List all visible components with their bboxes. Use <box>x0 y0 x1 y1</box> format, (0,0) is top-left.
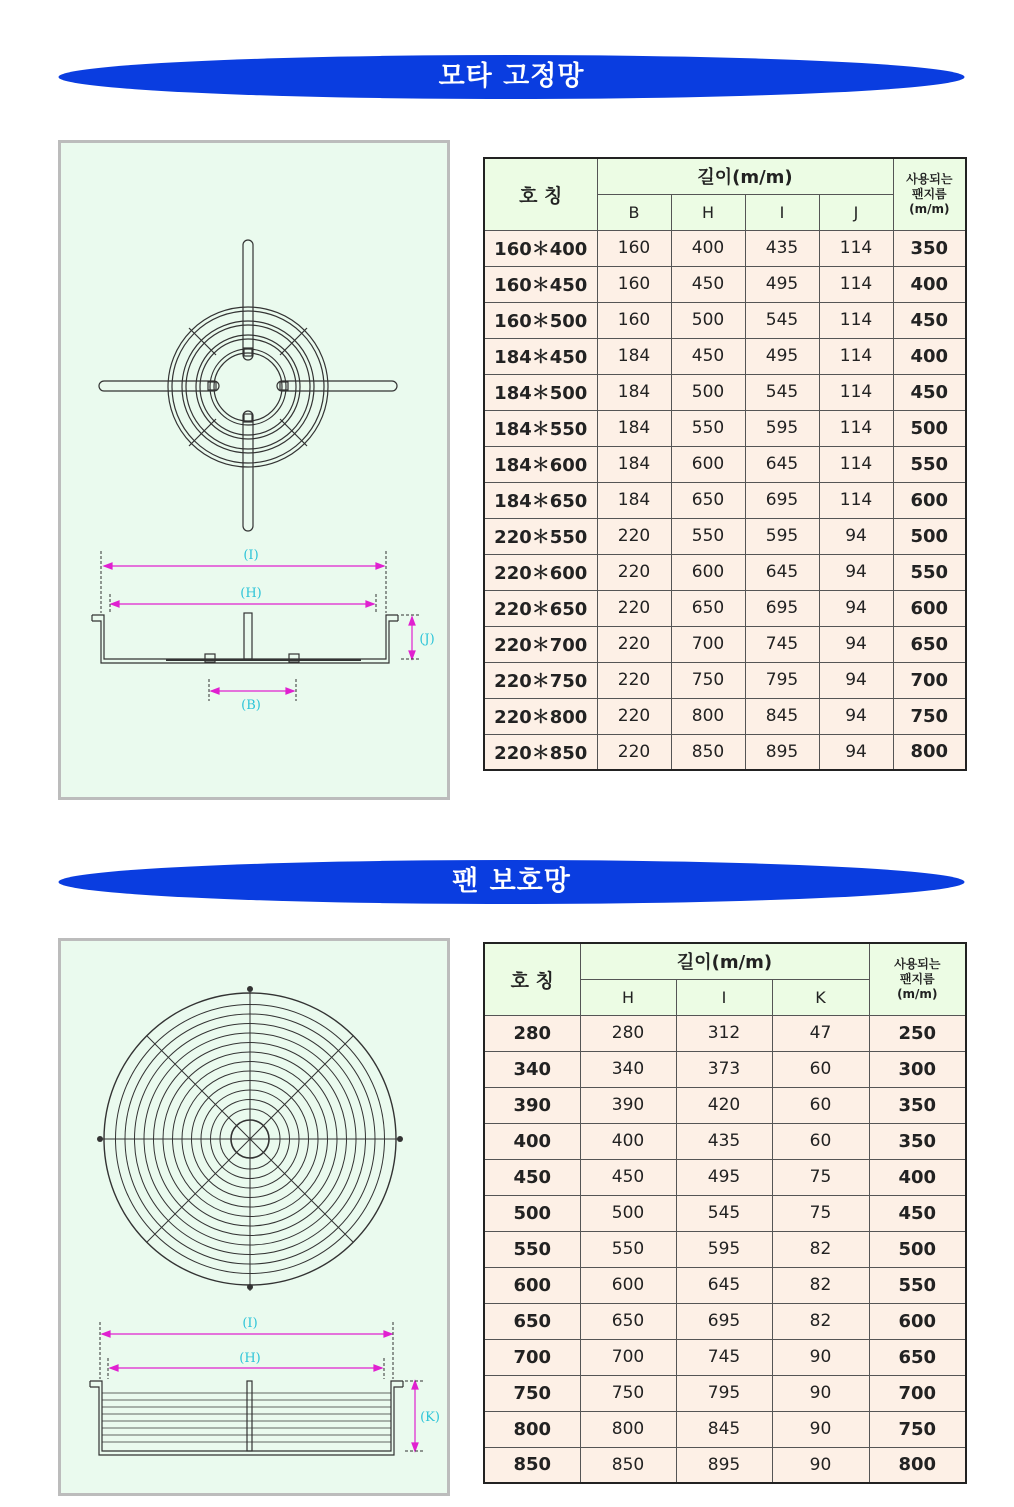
cell-blade: 450 <box>893 302 966 338</box>
cell-value: 450 <box>671 338 745 374</box>
cell-blade: 550 <box>893 554 966 590</box>
cell-value: 895 <box>676 1447 772 1483</box>
cell-value: 82 <box>772 1267 869 1303</box>
cell-value: 220 <box>597 590 671 626</box>
cell-blade: 350 <box>869 1123 966 1159</box>
cell-name: 340 <box>484 1051 580 1087</box>
cell-blade: 550 <box>893 446 966 482</box>
cell-value: 75 <box>772 1195 869 1231</box>
cell-blade: 350 <box>869 1087 966 1123</box>
cell-blade: 500 <box>893 518 966 554</box>
header-length: 길이(m/m) <box>580 943 869 979</box>
cell-value: 850 <box>671 734 745 770</box>
cell-value: 220 <box>597 518 671 554</box>
header-col: H <box>671 194 745 230</box>
cell-value: 695 <box>676 1303 772 1339</box>
dim-label-h: (H) <box>239 1351 261 1366</box>
cell-name: 850 <box>484 1447 580 1483</box>
cell-name: 390 <box>484 1087 580 1123</box>
cell-value: 435 <box>745 230 819 266</box>
table-row <box>484 698 966 734</box>
cell-name: 220＊700 <box>484 626 597 662</box>
cell-value: 695 <box>745 482 819 518</box>
cell-blade: 600 <box>893 482 966 518</box>
table-row <box>484 1411 966 1447</box>
cell-value: 160 <box>597 302 671 338</box>
table-row <box>484 590 966 626</box>
cell-blade: 550 <box>869 1267 966 1303</box>
header-name: 호 칭 <box>484 158 597 230</box>
motor-mount-diagram-panel <box>58 140 450 800</box>
cell-name: 750 <box>484 1375 580 1411</box>
table-row <box>484 1123 966 1159</box>
cell-value: 750 <box>671 662 745 698</box>
cell-value: 500 <box>580 1195 676 1231</box>
cell-value: 545 <box>745 374 819 410</box>
cell-value: 650 <box>671 590 745 626</box>
table-row <box>484 1015 966 1051</box>
cell-value: 695 <box>745 590 819 626</box>
motor-mount-diagram <box>61 143 453 803</box>
cell-value: 745 <box>676 1339 772 1375</box>
cell-name: 184＊550 <box>484 410 597 446</box>
cell-blade: 400 <box>893 338 966 374</box>
cell-value: 82 <box>772 1303 869 1339</box>
cell-value: 160 <box>597 266 671 302</box>
cell-blade: 650 <box>893 626 966 662</box>
cell-blade: 750 <box>869 1411 966 1447</box>
table-row <box>484 1375 966 1411</box>
header-col: I <box>676 979 772 1015</box>
cell-value: 82 <box>772 1231 869 1267</box>
cell-value: 184 <box>597 446 671 482</box>
cell-name: 500 <box>484 1195 580 1231</box>
header-col: K <box>772 979 869 1015</box>
cell-name: 160＊500 <box>484 302 597 338</box>
cell-blade: 350 <box>893 230 966 266</box>
cell-name: 220＊850 <box>484 734 597 770</box>
cell-value: 895 <box>745 734 819 770</box>
cell-name: 280 <box>484 1015 580 1051</box>
cell-blade: 500 <box>869 1231 966 1267</box>
cell-name: 700 <box>484 1339 580 1375</box>
cell-value: 550 <box>580 1231 676 1267</box>
cell-blade: 250 <box>869 1015 966 1051</box>
cell-name: 160＊450 <box>484 266 597 302</box>
cell-value: 94 <box>819 554 893 590</box>
cell-value: 75 <box>772 1159 869 1195</box>
dim-label-h: (H) <box>240 586 262 601</box>
cell-value: 114 <box>819 338 893 374</box>
cell-value: 420 <box>676 1087 772 1123</box>
header-length: 길이(m/m) <box>597 158 893 194</box>
cell-value: 500 <box>671 302 745 338</box>
cell-value: 90 <box>772 1447 869 1483</box>
cell-value: 750 <box>580 1375 676 1411</box>
dim-label-k: (K) <box>420 1410 440 1425</box>
table-row <box>484 1087 966 1123</box>
header-col: H <box>580 979 676 1015</box>
cell-blade: 800 <box>893 734 966 770</box>
header-blade-line: (m/m) <box>909 201 950 216</box>
cell-value: 184 <box>597 338 671 374</box>
cell-blade: 600 <box>893 590 966 626</box>
section-title: 모타 고정망 <box>438 61 585 92</box>
cell-value: 60 <box>772 1123 869 1159</box>
cell-value: 60 <box>772 1087 869 1123</box>
cell-value: 114 <box>819 410 893 446</box>
cell-value: 745 <box>745 626 819 662</box>
fan-guard-diagram <box>61 941 453 1499</box>
table-row <box>484 554 966 590</box>
table-row <box>484 230 966 266</box>
table-row <box>484 482 966 518</box>
cell-value: 800 <box>671 698 745 734</box>
cell-value: 545 <box>676 1195 772 1231</box>
header-col: I <box>745 194 819 230</box>
cell-value: 495 <box>676 1159 772 1195</box>
fan-guard-spec-table <box>483 942 967 1484</box>
table-row <box>484 410 966 446</box>
header-name: 호 칭 <box>484 943 580 1015</box>
table-row <box>484 446 966 482</box>
header-blade-line: (m/m) <box>897 986 938 1001</box>
table-row <box>484 518 966 554</box>
cell-value: 450 <box>580 1159 676 1195</box>
cell-value: 184 <box>597 410 671 446</box>
cell-value: 390 <box>580 1087 676 1123</box>
cell-blade: 750 <box>893 698 966 734</box>
cell-value: 595 <box>676 1231 772 1267</box>
cell-value: 114 <box>819 302 893 338</box>
cell-value: 373 <box>676 1051 772 1087</box>
header-blade <box>869 943 966 1015</box>
cell-name: 184＊600 <box>484 446 597 482</box>
cell-name: 220＊800 <box>484 698 597 734</box>
cell-value: 114 <box>819 230 893 266</box>
table-row <box>484 1051 966 1087</box>
cell-value: 94 <box>819 590 893 626</box>
header-col: J <box>819 194 893 230</box>
cell-blade: 600 <box>869 1303 966 1339</box>
table-row <box>484 1339 966 1375</box>
cell-blade: 700 <box>893 662 966 698</box>
header-blade <box>893 158 966 230</box>
table-row <box>484 626 966 662</box>
dim-label-b: (B) <box>241 698 261 713</box>
cell-value: 90 <box>772 1339 869 1375</box>
cell-value: 845 <box>745 698 819 734</box>
cell-blade: 500 <box>893 410 966 446</box>
cell-value: 114 <box>819 482 893 518</box>
fan-guard-diagram-panel <box>58 938 450 1496</box>
cell-value: 550 <box>671 518 745 554</box>
cell-value: 184 <box>597 482 671 518</box>
cell-value: 400 <box>671 230 745 266</box>
table-row <box>484 1303 966 1339</box>
section-banner-fan-guard <box>58 859 965 905</box>
header-blade-line: 사용되는 <box>894 956 941 971</box>
cell-value: 94 <box>819 518 893 554</box>
cell-value: 160 <box>597 230 671 266</box>
cell-value: 280 <box>580 1015 676 1051</box>
cell-value: 600 <box>580 1267 676 1303</box>
cell-value: 845 <box>676 1411 772 1447</box>
cell-value: 645 <box>676 1267 772 1303</box>
cell-name: 160＊400 <box>484 230 597 266</box>
cell-blade: 700 <box>869 1375 966 1411</box>
cell-name: 184＊500 <box>484 374 597 410</box>
cell-name: 650 <box>484 1303 580 1339</box>
cell-value: 495 <box>745 338 819 374</box>
cell-blade: 650 <box>869 1339 966 1375</box>
cell-name: 184＊450 <box>484 338 597 374</box>
cell-value: 700 <box>580 1339 676 1375</box>
cell-value: 94 <box>819 626 893 662</box>
cell-value: 220 <box>597 626 671 662</box>
cell-blade: 300 <box>869 1051 966 1087</box>
cell-value: 595 <box>745 518 819 554</box>
cell-value: 220 <box>597 734 671 770</box>
cell-value: 495 <box>745 266 819 302</box>
table-row <box>484 1195 966 1231</box>
cell-name: 550 <box>484 1231 580 1267</box>
cell-value: 800 <box>580 1411 676 1447</box>
cell-value: 450 <box>671 266 745 302</box>
cell-blade: 800 <box>869 1447 966 1483</box>
cell-name: 220＊550 <box>484 518 597 554</box>
cell-value: 94 <box>819 734 893 770</box>
cell-name: 220＊750 <box>484 662 597 698</box>
cell-value: 795 <box>745 662 819 698</box>
cell-value: 220 <box>597 662 671 698</box>
cell-value: 600 <box>671 446 745 482</box>
cell-name: 400 <box>484 1123 580 1159</box>
table-row <box>484 662 966 698</box>
header-blade-line: 사용되는 <box>906 171 953 186</box>
dim-label-j: (J) <box>419 632 435 647</box>
table-row <box>484 1447 966 1483</box>
cell-value: 500 <box>671 374 745 410</box>
cell-value: 700 <box>671 626 745 662</box>
cell-value: 114 <box>819 374 893 410</box>
cell-value: 600 <box>671 554 745 590</box>
cell-value: 850 <box>580 1447 676 1483</box>
cell-name: 220＊600 <box>484 554 597 590</box>
cell-value: 650 <box>671 482 745 518</box>
cell-value: 94 <box>819 662 893 698</box>
dim-label-i: (I) <box>243 548 259 563</box>
cell-value: 312 <box>676 1015 772 1051</box>
cell-value: 645 <box>745 554 819 590</box>
cell-value: 645 <box>745 446 819 482</box>
section-banner-motor-mount <box>58 54 965 100</box>
table-row <box>484 734 966 770</box>
cell-value: 60 <box>772 1051 869 1087</box>
header-blade-line: 팬지름 <box>911 186 947 201</box>
cell-name: 600 <box>484 1267 580 1303</box>
motor-mount-spec-table <box>483 157 967 771</box>
cell-blade: 400 <box>893 266 966 302</box>
cell-value: 340 <box>580 1051 676 1087</box>
cell-name: 800 <box>484 1411 580 1447</box>
table-row <box>484 338 966 374</box>
cell-value: 435 <box>676 1123 772 1159</box>
table-row <box>484 374 966 410</box>
cell-value: 47 <box>772 1015 869 1051</box>
table-row <box>484 1231 966 1267</box>
cell-value: 545 <box>745 302 819 338</box>
cell-value: 550 <box>671 410 745 446</box>
header-col: B <box>597 194 671 230</box>
cell-value: 650 <box>580 1303 676 1339</box>
cell-value: 220 <box>597 698 671 734</box>
cell-name: 184＊650 <box>484 482 597 518</box>
table-row <box>484 1267 966 1303</box>
cell-value: 94 <box>819 698 893 734</box>
table-row <box>484 266 966 302</box>
cell-value: 400 <box>580 1123 676 1159</box>
dim-label-i: (I) <box>242 1316 258 1331</box>
section-title: 팬 보호망 <box>452 866 571 897</box>
cell-name: 220＊650 <box>484 590 597 626</box>
cell-blade: 450 <box>869 1195 966 1231</box>
cell-blade: 450 <box>893 374 966 410</box>
cell-value: 114 <box>819 446 893 482</box>
cell-value: 90 <box>772 1411 869 1447</box>
cell-value: 90 <box>772 1375 869 1411</box>
cell-blade: 400 <box>869 1159 966 1195</box>
table-row <box>484 302 966 338</box>
cell-value: 795 <box>676 1375 772 1411</box>
cell-value: 595 <box>745 410 819 446</box>
cell-value: 114 <box>819 266 893 302</box>
header-blade-line: 팬지름 <box>899 971 935 986</box>
cell-value: 220 <box>597 554 671 590</box>
cell-name: 450 <box>484 1159 580 1195</box>
table-row <box>484 1159 966 1195</box>
cell-value: 184 <box>597 374 671 410</box>
